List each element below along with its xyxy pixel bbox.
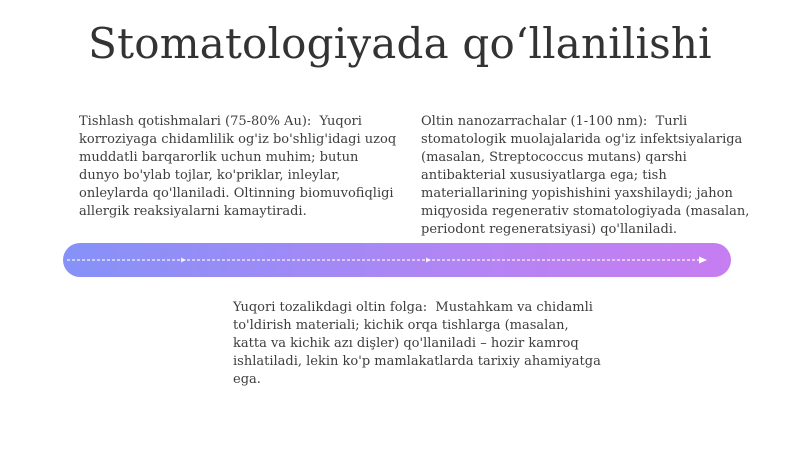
timeline-arrow (63, 243, 731, 277)
item-body: Turli stomatologik muolajalarida og'iz infektsiyalariga (masalan, Streptococcus mutans) qarshi antibakterial xususiyatlarga ega; tish materiallarining yopishishini yaxshilaydi; jahon miqyosida regenerativ stomatologiyada (masalan, periodont regeneratsiyasi) qo'llaniladi. (421, 114, 750, 237)
item-body: Yuqori korroziyaga chidamlilik og'iz bo'shlig'idagi uzoq muddatli barqarorlik uchun muhim; butun dunyo bo'ylab tojlar, ko'priklar, inleylar, onleylarda qo'llaniladi. Oltinning biomuvofiqligi allergik reaksiyalarni kamaytiradi. (79, 114, 397, 219)
item-gold-foil (233, 299, 603, 389)
item-heading: Oltin nanozarrachalar (1-100 nm): (421, 114, 656, 129)
slide-title: Stomatologiyada qo‘llanilishi (88, 19, 712, 68)
item-dental-alloys (79, 113, 397, 221)
item-heading: Tishlash qotishmalari (75-80% Au): (79, 114, 320, 129)
item-gold-nanoparticles (421, 113, 751, 239)
item-body: Mustahkam va chidamli to'ldirish materiali; kichik orqa tishlarga (masalan, katta va kichik azı dişler) qo'llaniladi – hozir kamroq ishlatiladi, lekin ko'p mamlakatlarda tarixiy ahamiyatga ega. (233, 300, 601, 387)
item-heading: Yuqori tozalikdagi oltin folga: (233, 300, 436, 315)
